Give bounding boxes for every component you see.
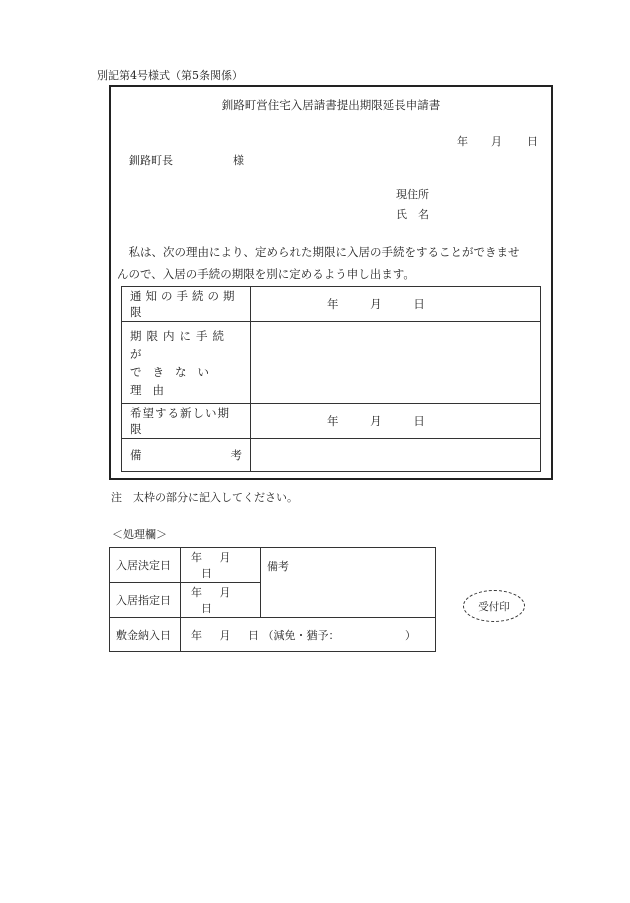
row-label: 入居決定日	[110, 548, 181, 583]
form-title: 釧路町営住宅入居請書提出期限延長申請書	[221, 98, 441, 112]
instruction-note: 注 太枠の部分に記入してください。	[111, 491, 298, 504]
date-input-cell[interactable]: 年 月 日	[181, 583, 261, 618]
application-statement	[117, 241, 545, 285]
table-row	[110, 618, 436, 652]
application-table	[121, 286, 541, 472]
reason-input-cell[interactable]	[251, 322, 541, 404]
statement-line-1: 私は、次の理由により、定められた期限に入居の手続をすることができませ	[117, 245, 520, 259]
remarks-cell[interactable]	[261, 548, 436, 618]
date-month: 月	[491, 135, 502, 148]
date-day: 日	[527, 135, 538, 148]
row-label: 期限内に手続が できない理由	[122, 322, 251, 404]
deposit-input-cell[interactable]: 年 月 日 （減免・猶予： ）	[181, 618, 436, 652]
addressee-suffix: 様	[233, 154, 244, 167]
processing-table	[109, 547, 436, 652]
row-label: 備 考	[122, 439, 251, 472]
processing-heading: ＜処理欄＞	[112, 528, 167, 541]
row-label: 入居指定日	[110, 583, 181, 618]
table-row	[122, 322, 541, 404]
name-label: 氏 名	[396, 208, 429, 221]
row-label: 敷金納入日	[110, 618, 181, 652]
statement-line-2: んので、入居の手続の期限を別に定めるよう申し出ます。	[117, 267, 415, 281]
remarks-label: 備考	[267, 560, 289, 573]
table-row	[110, 548, 436, 583]
application-frame	[109, 85, 553, 480]
table-row	[122, 404, 541, 439]
stamp-label: 受付印	[478, 600, 510, 613]
reception-stamp	[463, 590, 525, 622]
date-year: 年	[457, 135, 468, 148]
remarks-input-cell[interactable]	[251, 439, 541, 472]
date-input-cell[interactable]: 年 月 日	[251, 287, 541, 322]
addressee: 釧路町長	[129, 154, 173, 167]
date-input-cell[interactable]: 年 月 日	[251, 404, 541, 439]
address-label: 現住所	[396, 188, 429, 201]
table-row	[122, 287, 541, 322]
row-label: 希望する新しい期限	[122, 404, 251, 439]
row-label: 通知の手続の期限	[122, 287, 251, 322]
form-number-heading: 別記第4号様式（第5条関係）	[97, 69, 243, 82]
date-input-cell[interactable]: 年 月 日	[181, 548, 261, 583]
table-row	[122, 439, 541, 472]
